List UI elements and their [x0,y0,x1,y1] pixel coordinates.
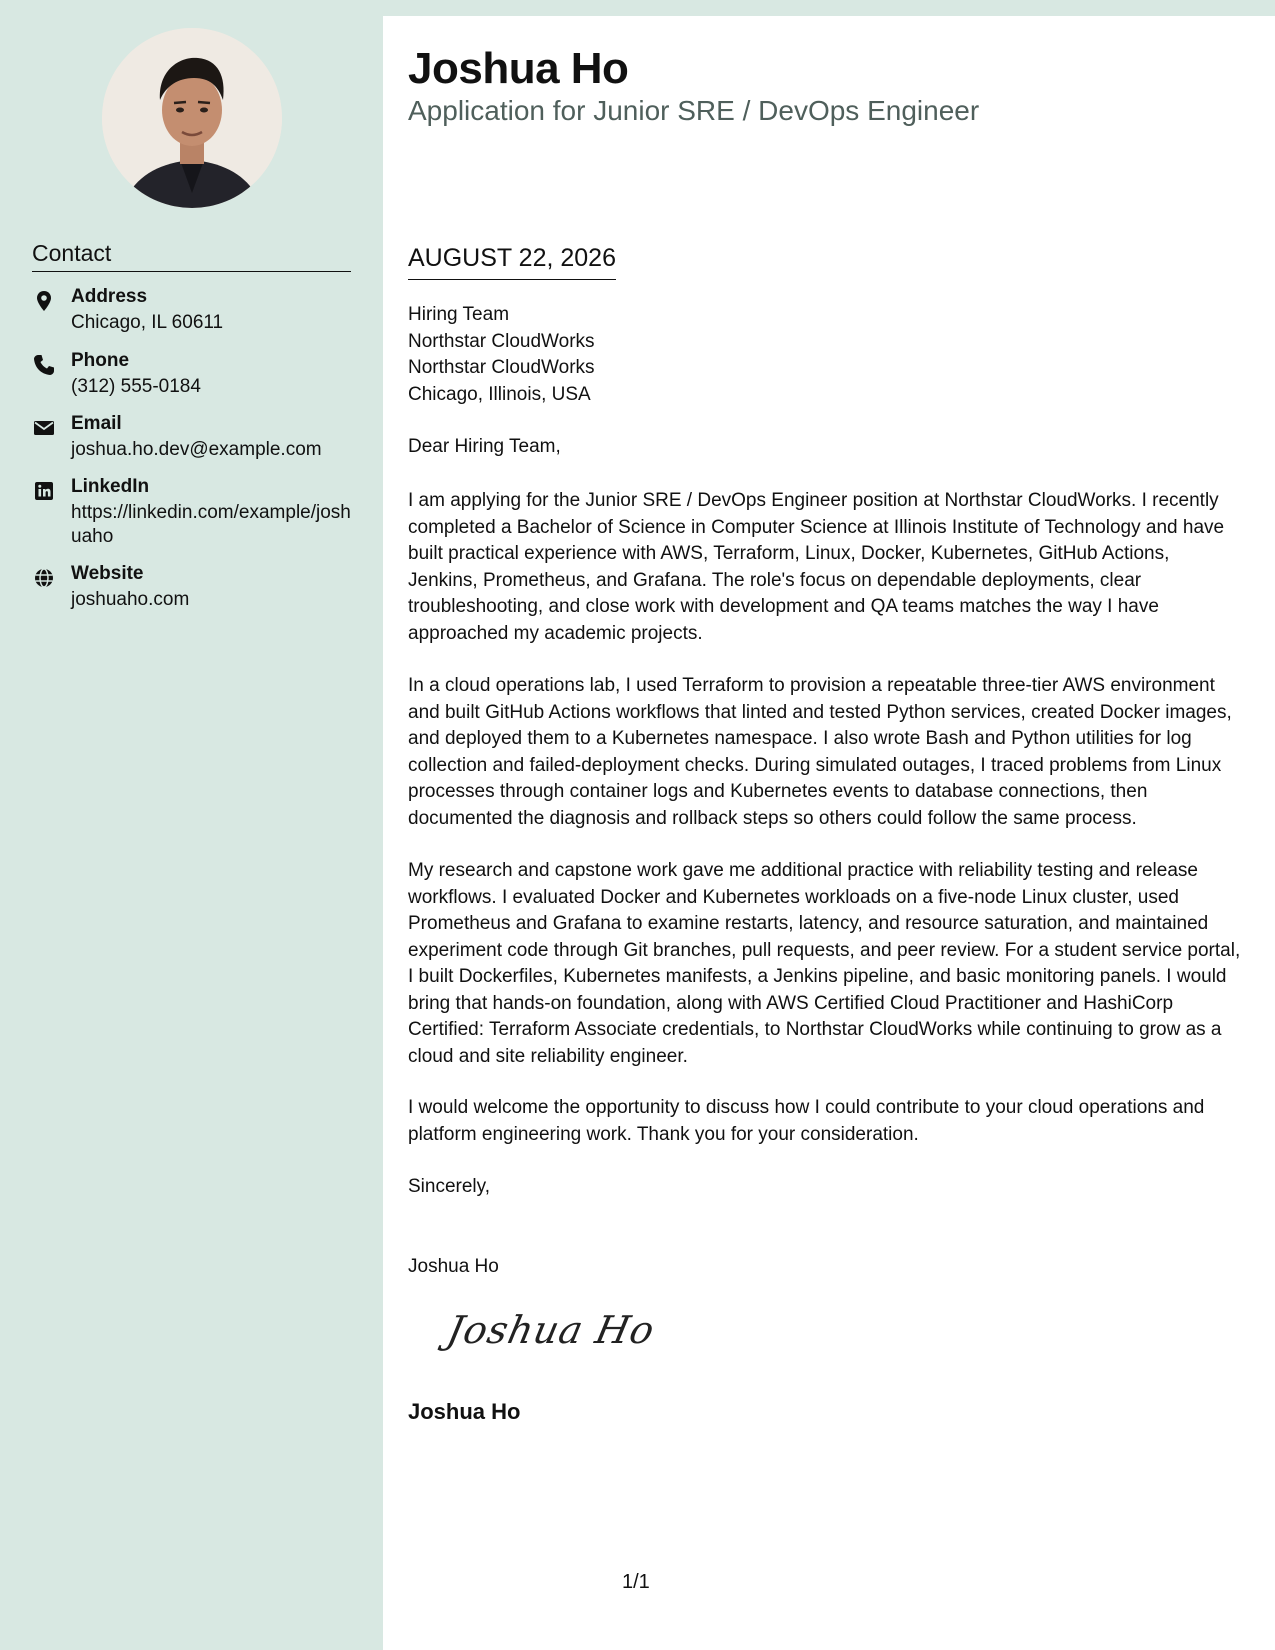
globe-icon [32,566,56,590]
recipient-block [408,302,595,408]
map-pin-icon [32,289,56,313]
page-title: Joshua Ho [408,44,629,93]
phone-value: (312) 555-0184 [71,376,201,397]
recipient-line: Northstar CloudWorks [408,330,595,352]
recipient-line: Hiring Team [408,304,510,325]
website-value[interactable]: joshuaho.com [71,589,190,610]
contact-title: Contact [32,240,351,272]
page-number: 1/1 [622,1571,650,1593]
page-subtitle: Application for Junior SRE / DevOps Engineer [408,95,980,126]
phone-label: Phone [71,350,130,371]
paragraph-4: I would welcome the opportunity to discuss how I could contribute to your cloud operations and platform engineering work. Thank you for your consideration. [408,1097,1205,1145]
email-value[interactable]: joshua.ho.dev@example.com [71,439,322,460]
linkedin-value[interactable]: https://linkedin.com/example/joshuaho [71,502,351,547]
envelope-icon [32,416,56,440]
paragraph-1: I am applying for the Junior SRE / DevOps Engineer position at Northstar CloudWorks. I recently completed a Bachelor of Science in Computer Science at Illinois Institute of Technology and have built practical experience with AWS, Terraform, Linux, Docker, Kubernetes, GitHub Actions, Jenkins, Prometheus, and Grafana. The role's focus on dependable deployments, clear troubleshooting, and close work with development and QA teams matches the way I have approached my academic projects. [408,490,1225,644]
address-value: Chicago, IL 60611 [71,312,224,333]
website-label: Website [71,563,144,584]
recipient-line: Chicago, Illinois, USA [408,383,591,405]
paragraph-2: In a cloud operations lab, I used Terraform to provision a repeatable three-tier AWS environment and built GitHub Actions workflows that linted and tested Python services, created Docker images, and deployed them to a Kubernetes namespace. I also wrote Bash and Python utilities for log collection and failed-deployment checks. During simulated outages, I traced problems from Linux processes through container logs and Kubernetes events to database connections, then documented the diagnosis and rollback steps so others could follow the same process. [408,675,1232,829]
sidebar [0,0,383,1650]
handwritten-signature: Joshua Ho [443,1308,659,1352]
salutation: Dear Hiring Team, [408,436,561,457]
linkedin-label: LinkedIn [71,476,150,497]
profile-photo [102,28,282,208]
signed-name: Joshua Ho [408,1256,499,1277]
address-label: Address [71,286,148,307]
closing: Sincerely, [408,1176,491,1197]
linkedin-icon [32,479,56,503]
footer-name: Joshua Ho [408,1399,521,1424]
paragraph-3: My research and capstone work gave me additional practice with reliability testing and release workflows. I evaluated Docker and Kubernetes workloads on a five-node Linux cluster, used Prometheus and Grafana to examine restarts, latency, and resource saturation, and maintained experiment code through Git branches, pull requests, and peer review. For a student service portal, I built Dockerfiles, Kubernetes manifests, a Jenkins pipeline, and basic monitoring panels. I would bring that hands-on foundation, along with AWS Certified Cloud Practitioner and HashiCorp Certified: Terraform Associate credentials, to Northstar CloudWorks while continuing to grow as a cloud and site reliability engineer. [408,860,1241,1067]
letter-date: AUGUST 22, 2026 [408,244,616,280]
email-label: Email [71,413,122,434]
phone-icon [32,353,56,377]
recipient-line: Northstar CloudWorks [408,357,595,378]
